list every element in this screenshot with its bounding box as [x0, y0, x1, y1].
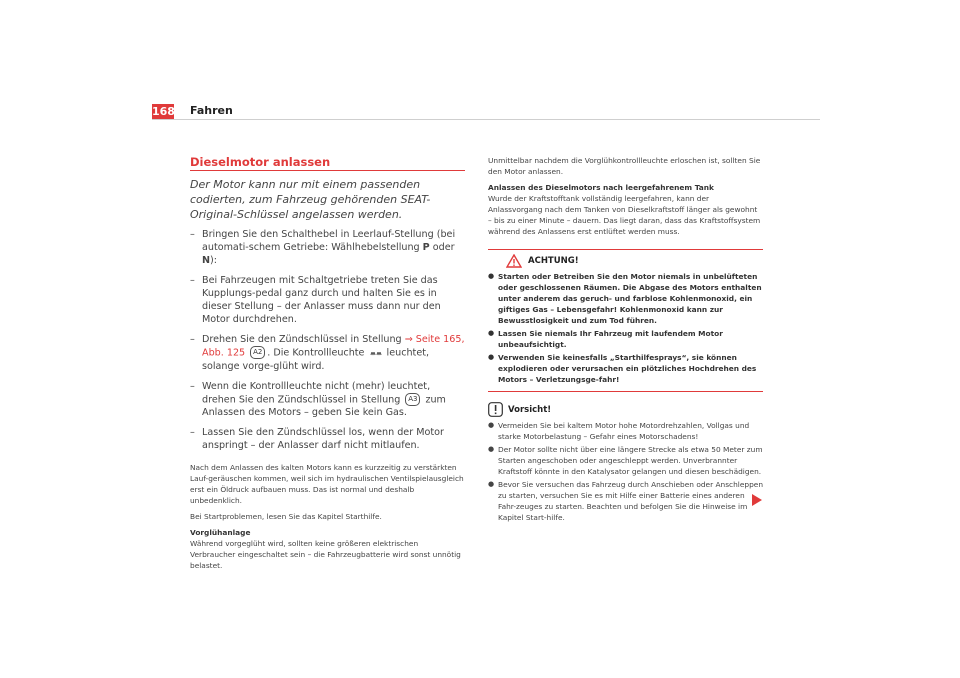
page-link[interactable]: ⇒ Seite 165, Abb. 125	[202, 334, 465, 359]
position-badge-a2: A2	[250, 346, 265, 359]
header-rule	[152, 119, 820, 120]
next-page-arrow-icon	[751, 493, 763, 507]
step-4: – Wenn die Kontrollleuchte nicht (mehr) leuchtet, drehen Sie den Zündschlüssel in Stellung A3 zum Anlassen des Motors – geben Sie kein Gas.	[190, 380, 446, 418]
step-5: – Lassen Sie den Zündschlüssel los, wenn der Motor anspringt – der Anlasser darf nicht mitlaufen.	[190, 427, 444, 451]
warning-triangle-icon	[506, 254, 522, 268]
page-number: 168	[152, 105, 175, 118]
note-paragraph: Nach dem Anlassen des kalten Motors kann es kurzzeitig zu verstärkten Lauf-geräuschen kommen, weil sich im hydraulischen Ventilspielausgleich erst ein Öldruck aufbauen muss. Das ist normal und deshalb unbedenklich.	[190, 463, 464, 505]
caution-icon	[488, 402, 503, 417]
left-column	[190, 155, 465, 576]
running-head: Fahren	[190, 104, 233, 117]
subheading-vorgluehanlage: Vorglühanlage	[190, 528, 251, 537]
step-3: – Drehen Sie den Zündschlüssel in Stellung ⇒ Seite 165, Abb. 125 A2 . Die Kontrollleuchte leuchtet, solange vorge-glüht wird.	[190, 334, 465, 372]
warning-box	[488, 249, 763, 392]
caution-heading: Vorsicht!	[488, 402, 763, 417]
glow-plug-icon	[370, 349, 382, 357]
right-column	[488, 155, 763, 525]
position-badge-a3: A3	[405, 393, 420, 406]
start-after-glow-paragraph: Unmittelbar nachdem die Vorglühkontrollleuchte erloschen ist, sollten Sie den Motor anlassen.	[488, 156, 761, 176]
preheat-paragraph: Während vorgeglüht wird, sollten keine größeren elektrischen Verbraucher eingeschaltet sein – die Fahrzeugbatterie wird sonst unnötig belastet.	[190, 539, 461, 570]
warning-item: ● Lassen Sie niemals Ihr Fahrzeug mit laufendem Motor unbeaufsichtigt.	[488, 329, 723, 349]
empty-tank-paragraph: Wurde der Kraftstofftank vollständig leergefahren, kann der Anlassvorgang nach dem Tanken von Dieselkraftstoff länger als gewohnt – bis zu einer Minute – dauern. Das liegt daran, dass das Kraftstoffsystem während des Anlassens erst entlüftet werden muss.	[488, 194, 761, 236]
caution-item: ● Der Motor sollte nicht über eine längere Strecke als etwa 50 Meter zum Starten angeschoben oder angeschleppt werden. Unverbrannter Kraftstoff könnte in den Katalysator gelangen und diesen beschädigen.	[488, 445, 763, 476]
step-2: – Bei Fahrzeugen mit Schaltgetriebe treten Sie das Kupplungs-pedal ganz durch und halten Sie es in dieser Stellung – der Anlasser muss dann nur den Motor durchdrehen.	[190, 275, 441, 325]
start-problems-paragraph: Bei Startproblemen, lesen Sie das Kapitel Starthilfe.	[190, 512, 382, 521]
step-1: – Bringen Sie den Schalthebel in Leerlauf-Stellung (bei automati-schem Getriebe: Wählhebelstellung P oder N):	[190, 229, 456, 266]
subheading-empty-tank: Anlassen des Dieselmotors nach leergefahrenem Tank	[488, 183, 714, 192]
intro-text: Der Motor kann nur mit einem passenden codierten, zum Fahrzeug gehörenden SEAT-Original-Schlüssel angelassen werden.	[190, 178, 431, 221]
section-title: Dieselmotor anlassen	[190, 155, 465, 171]
caution-item: ● Bevor Sie versuchen das Fahrzeug durch Anschieben oder Anschleppen zu starten, versuchen Sie es mit Hilfe einer Batterie eines anderen Fahr-zeuges zu starten. Beachten und befolgen Sie die Hinweise im Kapitel Start-hilfe.	[488, 480, 764, 522]
warning-heading: ACHTUNG!	[506, 254, 763, 268]
warning-item: ● Verwenden Sie keinesfalls „Starthilfesprays“, sie können explodieren oder verursachen ein plötzliches Hochdrehen des Motors – Verletzungsge-fahr!	[488, 353, 757, 384]
caution-item: ● Vermeiden Sie bei kaltem Motor hohe Motordrehzahlen, Vollgas und starke Motorbelastung – Gefahr eines Motorschadens!	[488, 421, 750, 441]
warning-item: ● Starten oder Betreiben Sie den Motor niemals in unbelüfteten oder geschlossenen Räumen. Die Abgase des Motors enthalten unter anderem das geruch- und farblose Kohlenmonoxid, ein giftiges Gas – Lebensgefahr! Kohlenmonoxid kann zur Bewusstlosigkeit und zum Tod führen.	[488, 272, 762, 325]
